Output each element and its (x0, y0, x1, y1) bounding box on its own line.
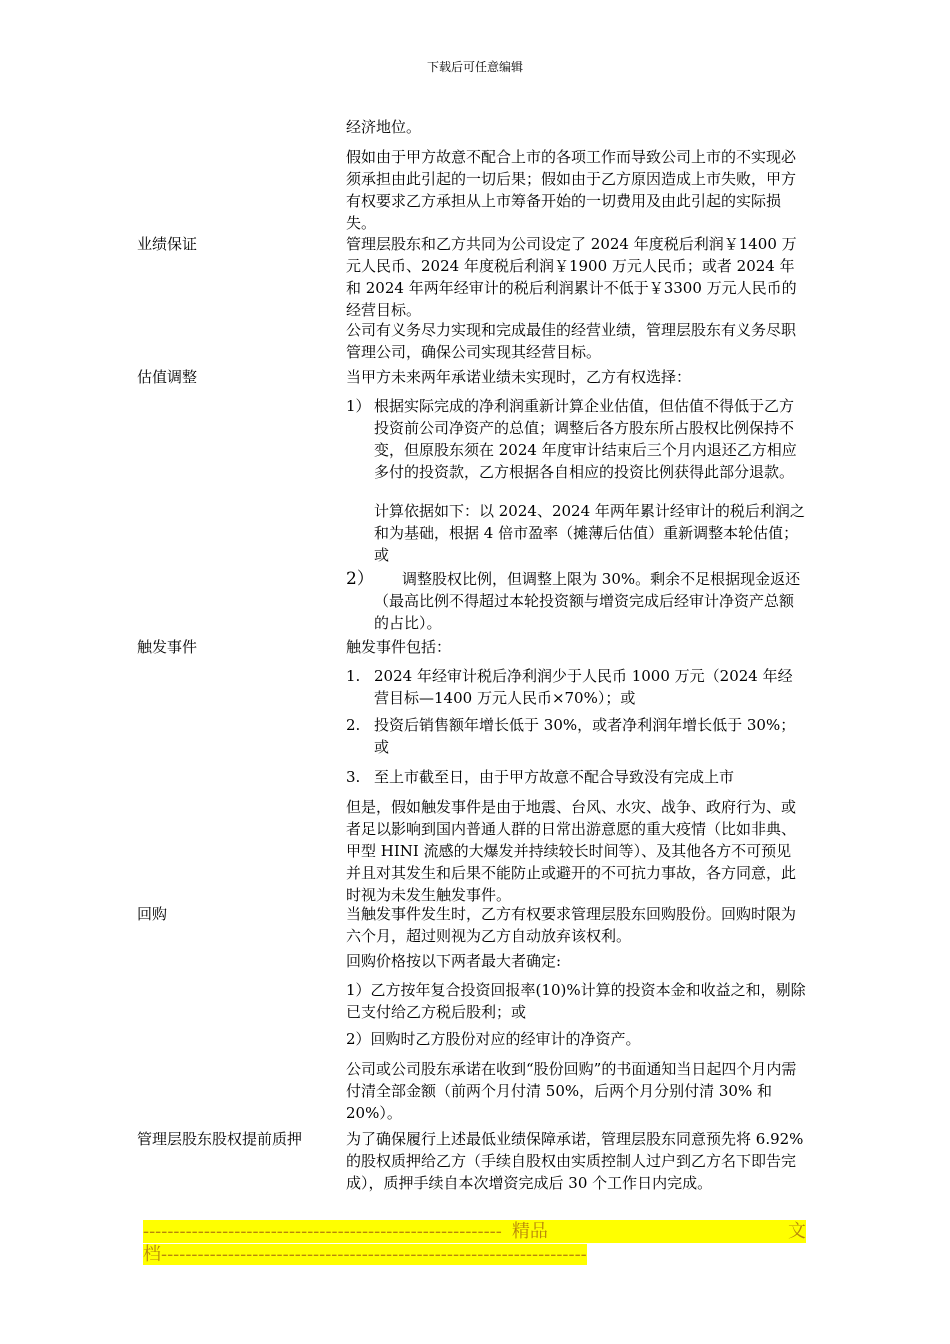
trigger-item-2-text: 投资后销售额年增长低于 30%，或者净利润年增长低于 30%；或 (374, 716, 796, 756)
paragraph-performance-target: 管理层股东和乙方共同为公司设定了 2024 年度税后利润￥1400 万元人民币、2024 年度税后利润￥1900 万元人民币；或者 2024 年和 2024 年两年经审计的税后利润累计不低于￥3300 万元人民币的经营目标。 (346, 235, 797, 319)
paragraph-buyback-option-2: 2）回购时乙方股份对应的经审计的净资产。 (346, 1030, 641, 1048)
paragraph-buyback-payment: 公司或公司股东承诺在收到“股份回购”的书面通知当日起四个月内需付清全部金额（前两个月付清 50%，后两个月分别付清 30% 和 20%）。 (346, 1060, 797, 1122)
footer-word-1: 精 (511, 1221, 530, 1242)
footer-word-4: 档 (143, 1244, 161, 1265)
valuation-item-2 (346, 568, 806, 634)
paragraph-equity-pledge: 为了确保履行上述最低业绩保障承诺，管理层股东同意预先将 6.92%的股权质押给乙方（手续自股权由实质控制人过户到乙方名下即告完成），质押手续自本次增资完成后 30 个工作日内完成。 (346, 1130, 804, 1192)
footer-line-1 (143, 1220, 806, 1243)
footer-banner (143, 1220, 806, 1266)
footer-word-3: 文 (788, 1221, 806, 1242)
trigger-item-1-text: 2024 年经审计税后净利润少于人民币 1000 万元（2024 年经营目标—1400 万元人民币×70%）；或 (374, 667, 793, 707)
trigger-item-2-number: 2. (346, 716, 361, 734)
valuation-item-2-text: 调整股权比例，但调整上限为 30%。剩余不足根据现金返还（最高比例不得超过本轮投资额与增资完成后经审计净资产总额的占比）。 (374, 570, 801, 632)
paragraph-buyback-right: 当触发事件发生时，乙方有权要求管理层股东回购股份。回购时限为六个月，超过则视为乙方自动放弃该权利。 (346, 905, 797, 945)
paragraph-buyback-price: 回购价格按以下两者最大者确定: (346, 952, 562, 970)
label-trigger-events: 触发事件 (137, 638, 198, 656)
trigger-item-2 (346, 714, 806, 758)
label-equity-pledge: 管理层股东股权提前质押 (137, 1130, 303, 1148)
footer-word-2: 品 (529, 1221, 548, 1242)
trigger-item-1-number: 1. (346, 667, 361, 685)
paragraph-buyback-option-1: 1）乙方按年复合投资回报率(10)%计算的投资本金和收益之和，剔除已支付给乙方税后股利；或 (346, 981, 806, 1021)
footer-dashes-1: ----------------------------------------------------------- (143, 1221, 502, 1242)
paragraph-economic-status: 经济地位。 (346, 118, 422, 136)
label-valuation-adjustment: 估值调整 (137, 368, 198, 386)
paragraph-performance-duty: 公司有义务尽力实现和完成最佳的经营业绩，管理层股东有义务尽职管理公司，确保公司实现其经营目标。 (346, 321, 797, 361)
valuation-item-2-number: 2） (346, 569, 374, 589)
valuation-item-1-number: 1） (346, 397, 371, 415)
paragraph-listing-failure: 假如由于甲方故意不配合上市的各项工作而导致公司上市的不实现必须承担由此引起的一切后果；假如由于乙方原因造成上市失败，甲方有权要求乙方承担从上市筹备开始的一切费用及由此引起的实际损失。 (346, 148, 797, 232)
label-performance-guarantee: 业绩保证 (137, 235, 198, 253)
footer-words (502, 1220, 806, 1243)
footer-line-2 (143, 1243, 806, 1266)
valuation-item-1-basis: 计算依据如下：以 2024、2024 年两年累计经审计的税后利润之和为基础，根据 4 倍市盈率（摊薄后估值）重新调整本轮估值；或 (374, 502, 805, 564)
page-header: 下载后可任意编辑 (426, 60, 523, 74)
paragraph-force-majeure: 但是，假如触发事件是由于地震、台风、水灾、战争、政府行为、或者足以影响到国内普通人群的日常出游意愿的重大疫情（比如非典、甲型 HINI 流感的大爆发并持续较长时间等）、及其他各方不可预见并且对其发生和后果不能防止或避开的不可抗力事故，各方同意，此时视为未发生触发事件。 (346, 798, 797, 904)
trigger-item-3 (346, 766, 806, 788)
valuation-item-1 (346, 395, 806, 483)
trigger-item-3-text: 至上市截至日，由于甲方故意不配合导致没有完成上市 (374, 768, 735, 786)
footer-dashes-2: ---------------------------------------------------------------------- (161, 1244, 587, 1265)
paragraph-trigger-intro: 触发事件包括： (346, 638, 452, 656)
trigger-item-1 (346, 665, 806, 709)
label-buyback: 回购 (137, 905, 168, 923)
trigger-item-3-number: 3. (346, 768, 361, 786)
valuation-item-1-text: 根据实际完成的净利润重新计算企业估值，但估值不得低于乙方投资前公司净资产的总值；调整后各方股东所占股权比例保持不变，但原股东须在 2024 年度审计结束后三个月内退还乙方相应多付的投资款，乙方根据各自相应的投资比例获得此部分退款。 (374, 397, 797, 481)
paragraph-valuation-intro: 当甲方未来两年承诺业绩未实现时，乙方有权选择： (346, 368, 692, 386)
footer-line-2-text (143, 1244, 587, 1265)
